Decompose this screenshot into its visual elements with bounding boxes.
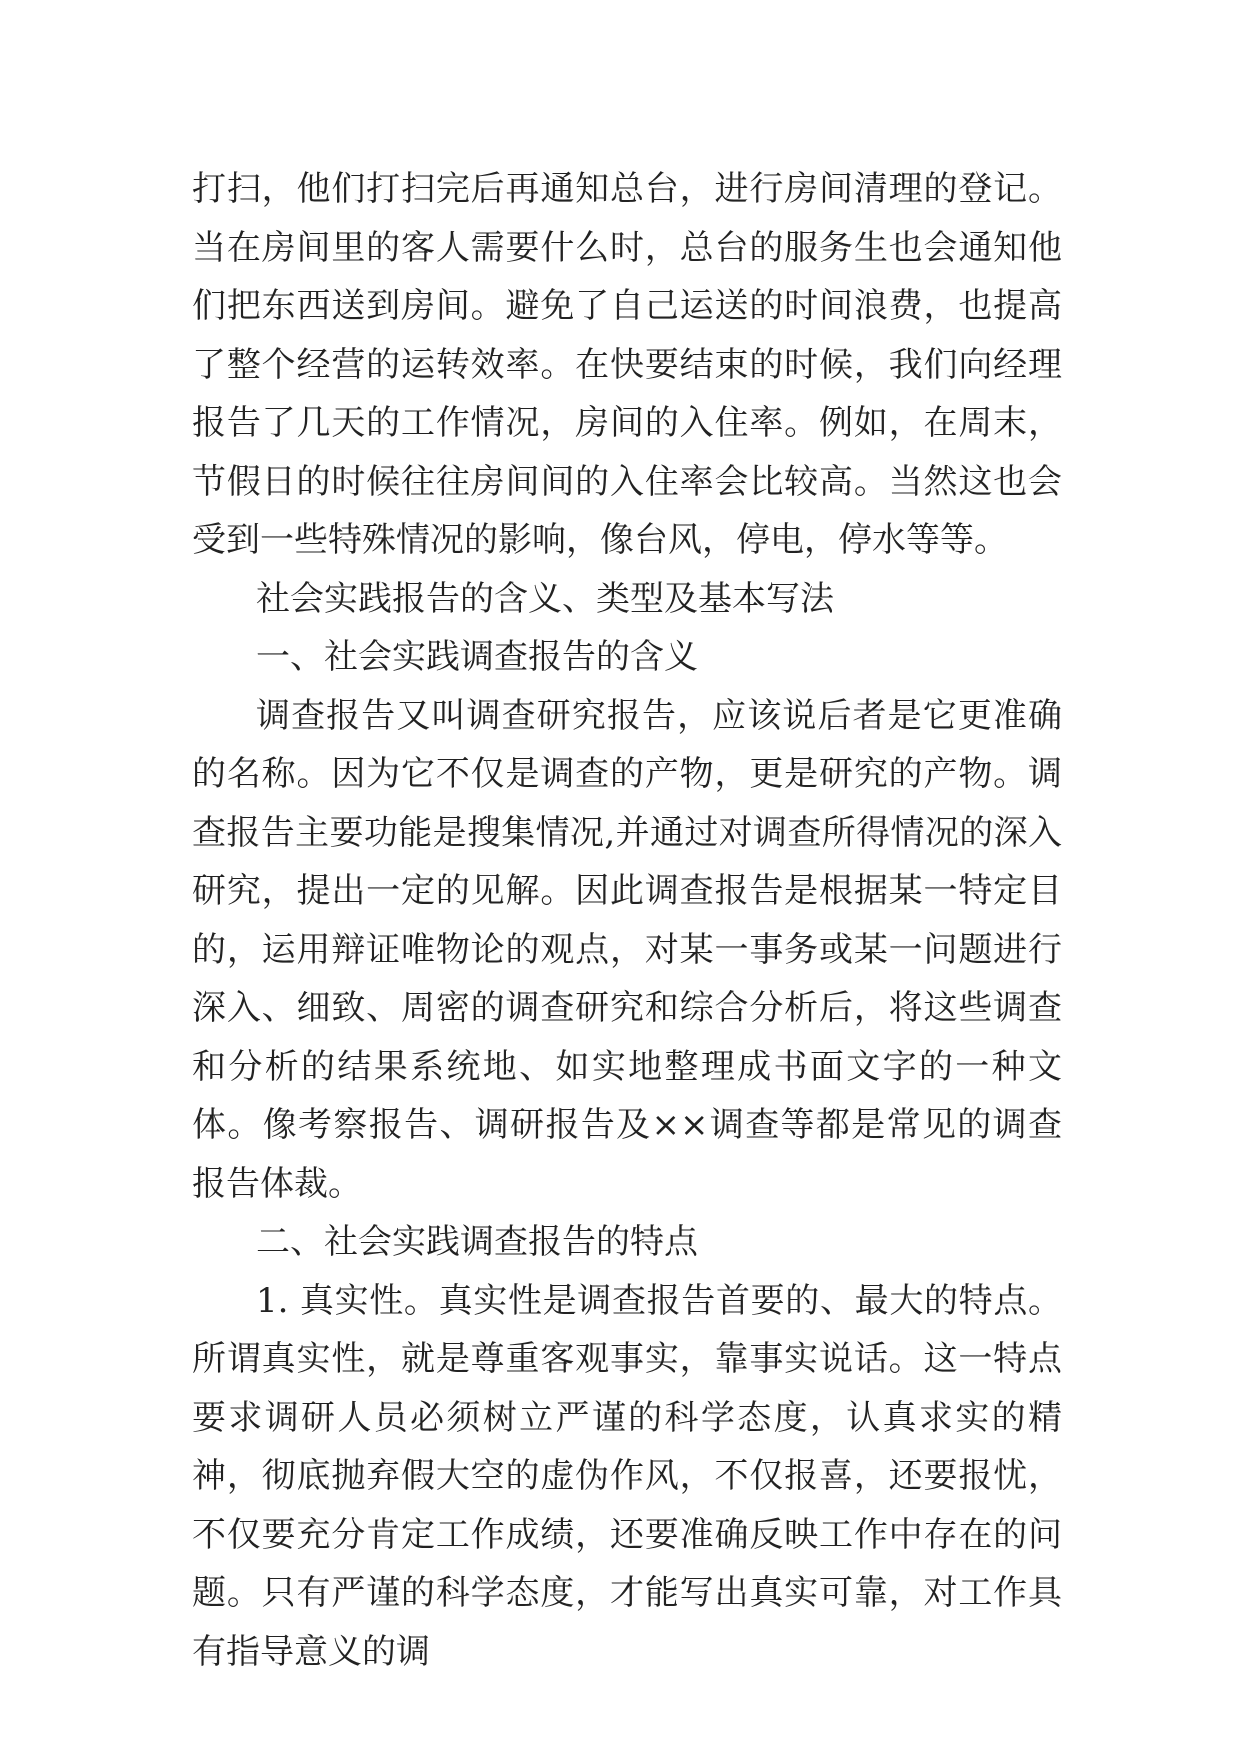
document-body [192, 160, 1062, 1681]
section-heading-features: 二、社会实践调查报告的特点 [256, 1222, 698, 1262]
body-paragraph: 打扫，他们打扫完后再通知总台，进行房间清理的登记。当在房间里的客人需要什么时，总台的服务生也会通知他们把东西送到房间。避免了自己运送的时间浪费，也提高了整个经营的运转效率。在快要结束的时候，我们向经理报告了几天的工作情况，房间的入住率。例如，在周末，节假日的时候往往房间间的入住率会比较高。当然这也会受到一些特殊情况的影响，像台风，停电，停水等等。 [192, 169, 1062, 560]
section-title: 社会实践报告的含义、类型及基本写法 [256, 578, 834, 619]
body-paragraph: 1. 真实性。真实性是调查报告首要的、最大的特点。所谓真实性，就是尊重客观事实，靠事实说话。这一特点要求调研人员必须树立严谨的科学态度，认真求实的精神，彻底抛弃假大空的虚伪作风，不仅报喜，还要报忧，不仅要充分肯定工作成绩，还要准确反映工作中存在的问题。只有严谨的科学态度，才能写出真实可靠，对工作具有指导意义的调 [192, 1280, 1062, 1672]
section-heading-meaning: 一、社会实践调查报告的含义 [256, 637, 698, 677]
body-paragraph: 调查报告又叫调查研究报告，应该说后者是它更准确的名称。因为它不仅是调查的产物，更是研究的产物。调查报告主要功能是搜集情况,并通过对调查所得情况的深入研究，提出一定的见解。因此调查报告是根据某一特定目的，运用辩证唯物论的观点，对某一事务或某一问题进行深入、细致、周密的调查研究和综合分析后，将这些调查和分析的结果系统地、如实地整理成书面文字的一种文体。像考察报告、调研报告及××调查等都是常见的调查报告体裁。 [192, 695, 1062, 1204]
